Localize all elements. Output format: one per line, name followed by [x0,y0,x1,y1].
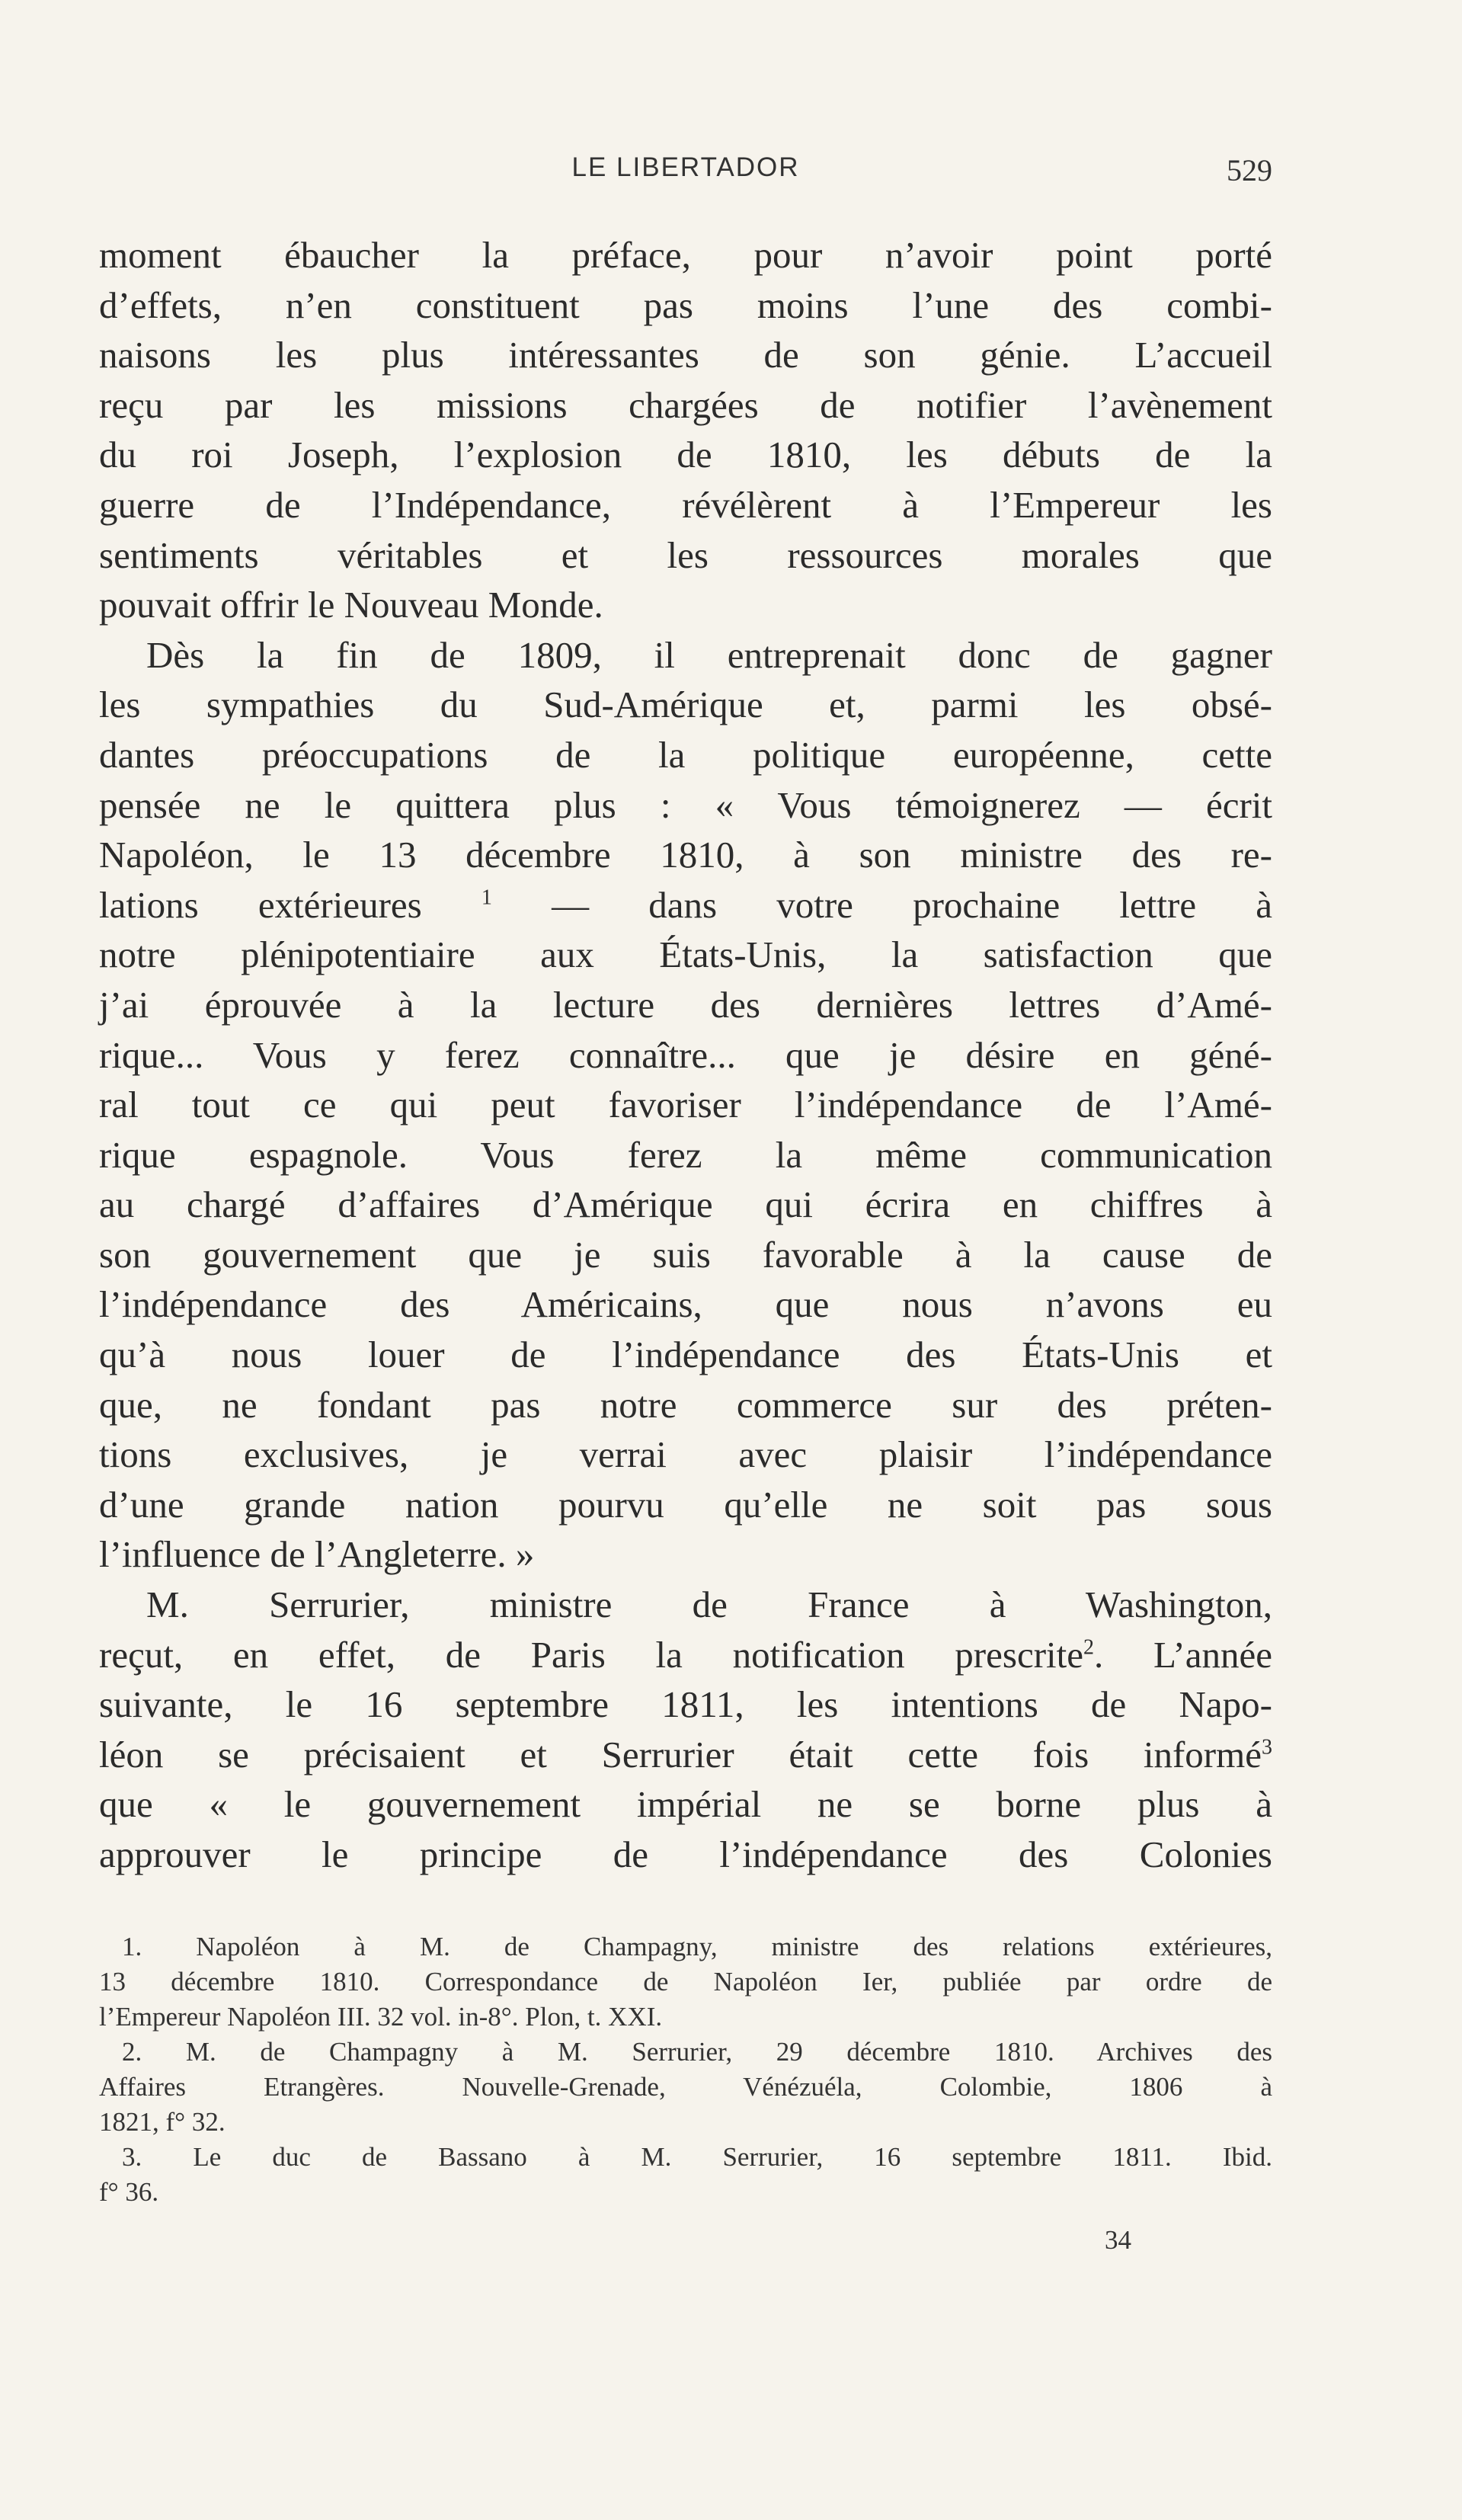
text-line [99,1630,1272,1680]
text-line: naisons les plus intéressantes de son génie. L’accueil [99,334,1272,376]
text-fragment: — dans votre prochaine lettre à [552,883,1273,926]
text-line [99,880,1272,930]
text-line: Dès la fin de 1809, il entreprenait donc de gagner [146,633,1272,676]
text-line: Napoléon, le 13 décembre 1810, à son ministre des re- [99,834,1272,876]
text-line: que, ne fondant pas notre commerce sur des préten- [99,1383,1272,1426]
footnote-line: l’Empereur Napoléon III. 32 vol. in-8°. Plon, t. XXI. [99,2002,663,2032]
running-title: LE LIBERTADOR [571,152,800,182]
page-header [99,152,1272,198]
text-line: tions exclusives, je verrai avec plaisir l’indépendance [99,1433,1272,1476]
footnote-ref-1: 1 [481,885,492,910]
text-line: que « le gouvernement impérial ne se borne plus à [99,1783,1272,1826]
text-line: rique... Vous y ferez connaître... que je désire en géné- [99,1033,1272,1076]
text-line: au chargé d’affaires d’Amérique qui écrira en chiffres à [99,1183,1272,1226]
text-line: guerre de l’Indépendance, révélèrent à l’Empereur les [99,483,1272,526]
text-line: notre plénipotentiaire aux États-Unis, la satisfaction que [99,933,1272,976]
text-fragment: léon se précisaient et Serrurier était cette fois informé [99,1733,1262,1776]
text-line: pensée ne le quittera plus : « Vous témoignerez — écrit [99,783,1272,826]
text-line: son gouvernement que je suis favorable à la cause de [99,1233,1272,1276]
text-line: M. Serrurier, ministre de France à Washington, [146,1583,1272,1626]
text-line: l’indépendance des Américains, que nous n’avons eu [99,1283,1272,1326]
text-line: rique espagnole. Vous ferez la même communication [99,1133,1272,1176]
footnote-ref-3: 3 [1262,1735,1272,1760]
text-line: l’influence de l’Angleterre. » [99,1533,535,1576]
footnote-line: 2. M. de Champagny à M. Serrurier, 29 décembre 1810. Archives des [122,2037,1272,2067]
signature-mark: 34 [1105,2225,1131,2255]
text-line: j’ai éprouvée à la lecture des dernières lettres d’Amé- [99,983,1272,1026]
footnote-line: 13 décembre 1810. Correspondance de Napoléon Ier, publiée par ordre de [99,1967,1272,1996]
text-line: dantes préoccupations de la politique européenne, cette [99,733,1272,776]
footnotes [99,1929,1272,2210]
text-line: reçu par les missions chargées de notifier l’avènement [99,383,1272,426]
text-line: pouvait offrir le Nouveau Monde. [99,584,603,626]
page-number: 529 [1227,153,1272,187]
footnote-line: 1. Napoléon à M. de Champagny, ministre des relations extérieures, [122,1932,1272,1961]
footnote-ref-2: 2 [1083,1635,1094,1660]
text-line: d’effets, n’en constituent pas moins l’une des combi- [99,283,1272,326]
text-line: du roi Joseph, l’explosion de 1810, les débuts de la [99,434,1272,476]
text-line: sentiments véritables et les ressources morales que [99,533,1272,576]
text-fragment: . L’année [1094,1633,1272,1676]
text-fragment: reçut, en effet, de Paris la notification prescrite [99,1633,1083,1676]
text-line: approuver le principe de l’indépendance des Colonies [99,1833,1272,1875]
text-line: moment ébaucher la préface, pour n’avoir point porté [99,234,1272,276]
footnote-line: f° 36. [99,2177,159,2207]
main-text [99,230,1272,1880]
footnote-line: Affaires Etrangères. Nouvelle-Grenade, Vénézuéla, Colombie, 1806 à [99,2072,1272,2102]
text-line: les sympathies du Sud-Amérique et, parmi les obsé- [99,684,1272,726]
text-line [99,1730,1272,1780]
text-line: qu’à nous louer de l’indépendance des États-Unis et [99,1334,1272,1376]
text-line: suivante, le 16 septembre 1811, les intentions de Napo- [99,1683,1272,1726]
text-line: d’une grande nation pourvu qu’elle ne soit pas sous [99,1483,1272,1526]
text-line: ral tout ce qui peut favoriser l’indépendance de l’Amé- [99,1084,1272,1126]
footnote-line: 1821, f° 32. [99,2107,226,2137]
footnote-line: 3. Le duc de Bassano à M. Serrurier, 16 septembre 1811. Ibid. [122,2142,1272,2172]
text-fragment: lations extérieures [99,883,422,926]
